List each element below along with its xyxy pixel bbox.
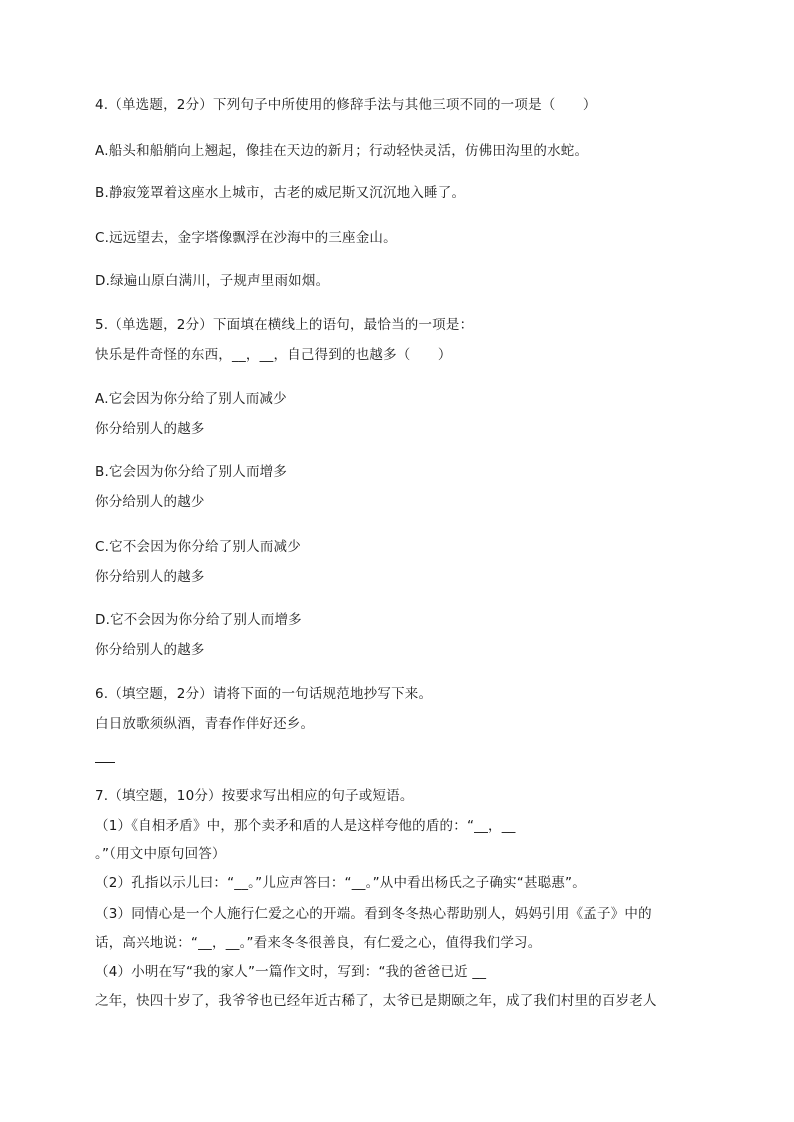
question-6-answer-blank <box>95 762 115 763</box>
question-5-option-a-line1: A.它会因为你分给了别人而减少 <box>95 391 287 407</box>
question-5-option-d-line1: D.它不会因为你分给了别人而增多 <box>95 612 302 628</box>
question-7-item-3-line1: （3）同情心是一个人施行仁爱之心的开端。看到冬冬热心帮助别人，妈妈引用《孟子》中的 <box>95 906 652 922</box>
question-5-sentence: 快乐是件奇怪的东西，__，__，自己得到的也越多（ ） <box>95 347 452 363</box>
question-5-option-d-line2: 你分给别人的越多 <box>95 642 205 658</box>
question-5-option-b-line1: B.它会因为你分给了别人而增多 <box>95 464 288 480</box>
question-7-item-3-line2: 话，高兴地说：“__，__。”看来冬冬很善良，有仁爱之心，值得我们学习。 <box>95 935 542 951</box>
question-6-sentence: 白日放歌须纵酒，青春作伴好还乡。 <box>95 716 315 732</box>
question-4-stem: 4.（单选题，2分）下列句子中所使用的修辞手法与其他三项不同的一项是（ ） <box>95 97 597 113</box>
question-6-stem: 6.（填空题，2分）请将下面的一句话规范地抄写下来。 <box>95 686 433 702</box>
question-4-option-b: B.静寂笼罩着这座水上城市，古老的威尼斯又沉沉地入睡了。 <box>95 185 466 201</box>
question-5-option-c-line1: C.它不会因为你分给了别人而减少 <box>95 539 301 555</box>
question-7-item-1-line2: 。”（用文中原句回答） <box>95 846 226 862</box>
question-7-item-1-line1: （1）《自相矛盾》中，那个卖矛和盾的人是这样夸他的盾的：“__，__ <box>95 818 516 834</box>
question-7-item-2: （2）孔指以示儿曰：“__。”儿应声答曰：“__。”从中看出杨氏之子确实“甚聪惠”。 <box>95 875 586 891</box>
question-7-item-4-line1: （4）小明在写“我的家人”一篇作文时，写到：“我的爸爸已近 __ <box>95 964 487 980</box>
question-4-option-c: C.远远望去，金字塔像飘浮在沙海中的三座金山。 <box>95 230 397 246</box>
question-7-item-4-line2: 之年，快四十岁了，我爷爷也已经年近古稀了，太爷已是期颐之年，成了我们村里的百岁老人 <box>95 993 657 1009</box>
question-4-option-a: A.船头和船艄向上翘起，像挂在天边的新月；行动轻快灵活，仿佛田沟里的水蛇。 <box>95 143 589 159</box>
question-5-option-c-line2: 你分给别人的越多 <box>95 569 205 585</box>
question-7-stem: 7.（填空题，10分）按要求写出相应的句子或短语。 <box>95 788 414 804</box>
question-5-option-a-line2: 你分给别人的越多 <box>95 421 205 437</box>
question-4-option-d: D.绿遍山原白满川，子规声里雨如烟。 <box>95 273 330 289</box>
question-5-stem: 5.（单选题，2分）下面填在横线上的语句，最恰当的一项是： <box>95 317 474 333</box>
question-5-option-b-line2: 你分给别人的越少 <box>95 494 205 510</box>
